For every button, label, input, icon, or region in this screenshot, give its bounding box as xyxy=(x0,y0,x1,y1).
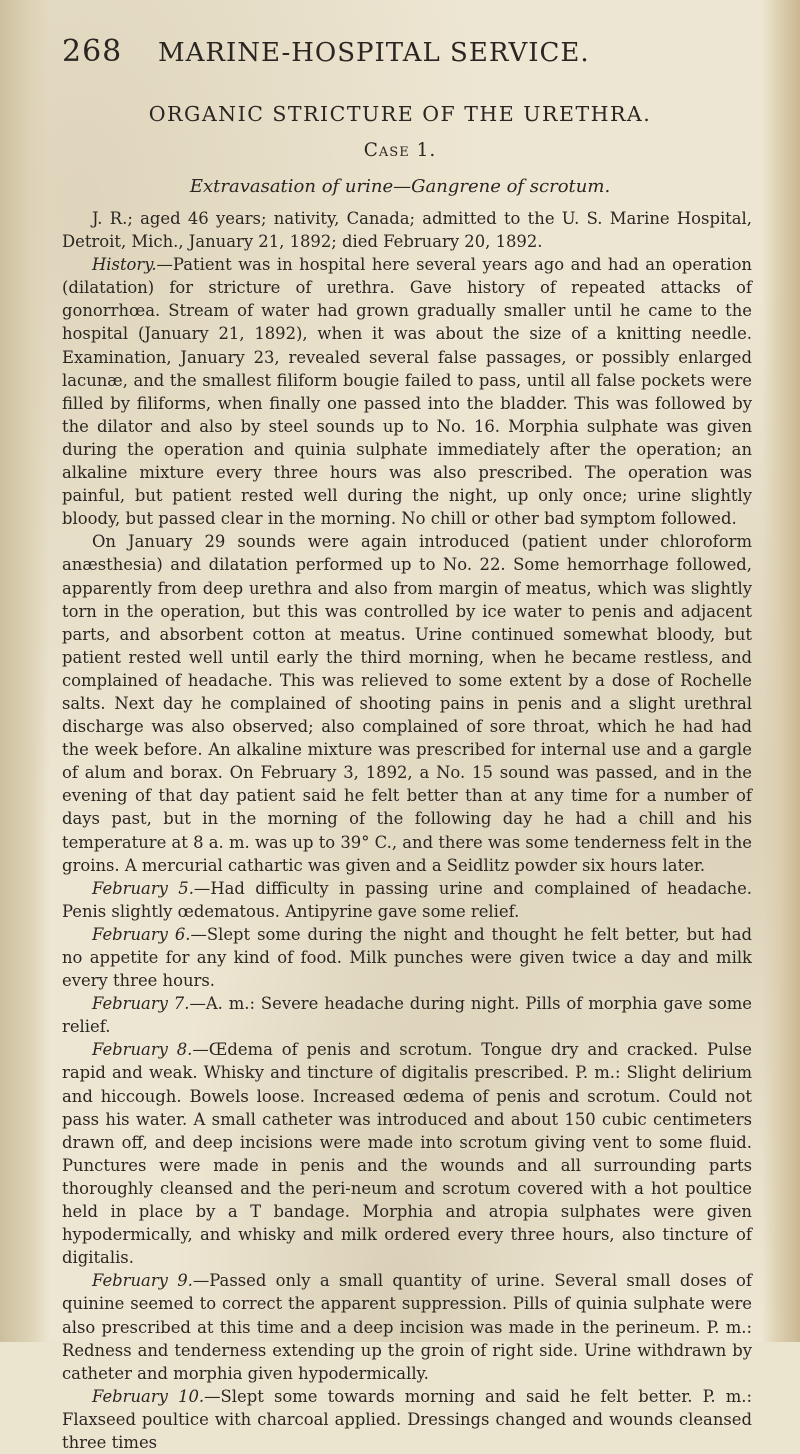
paragraph-lead: February 8. xyxy=(92,1040,193,1060)
paragraph-text: —Patient was in hospital here several years ago and had an operation (dilatation) for stricture of urethra. Gave history of repeated attacks of gonorrhœa. Stream of water had grown gradually smaller until he came to the hospital (January 21, 1892), when it was about the size of a knitting needle. Examination, January 23, revealed several false passages, or possibly enlarged lacunæ, and the smallest filiform bougie failed to pass, until all false pockets were filled by filiforms, when finally one passed into the bladder. This was followed by the dilator and also by steel sounds up to No. 16. Morphia sulphate was given during the operation and quinia sulphate immediately after the operation; an alkaline mixture every three hours was also prescribed. The operation was painful, but patient rested well during the night, up only once; urine slightly bloody, but passed clear in the morning. No chill or other bad symptom followed. xyxy=(62,255,752,529)
page-number: 268 xyxy=(62,34,123,69)
case-subtitle: Extravasation of urine—Gangrene of scrotum. xyxy=(189,176,611,197)
paragraph xyxy=(62,1385,752,1454)
paragraph xyxy=(62,207,752,253)
paragraph-lead: February 6. xyxy=(92,924,191,944)
paragraph-text: —Slept some towards morning and said he felt better. P. m.: Flaxseed poultice with charcoal applied. Dressings changed and wounds cleansed three times xyxy=(62,1386,752,1452)
paragraph xyxy=(62,530,752,876)
page-left-shadow xyxy=(0,0,50,1342)
paragraph-lead: February 9. xyxy=(92,1271,193,1291)
article-title: ORGANIC STRICTURE OF THE URETHRA. xyxy=(148,102,652,126)
paragraph-text: —Slept some during the night and thought he felt better, but had no appetite for any kind of food. Milk punches were given twice a day and milk every three hours. xyxy=(62,924,752,991)
paragraph-text: J. R.; aged 46 years; nativity, Canada; admitted to the U. S. Marine Hospital, Detroit, Mich., January 21, 1892; died February 20, 1892. xyxy=(62,209,752,252)
paragraph-lead: February 5. xyxy=(92,878,194,898)
page-header xyxy=(62,34,742,74)
paragraph-text: —Passed only a small quantity of urine. Several small doses of quinine seemed to correct the apparent suppression. Pills of quinia sulphate were also prescribed at this time and a deep incision was made in the perineum. P. m.: Redness and tenderness extending up the groin of right side. Urine withdrawn by catheter and morphia given hypodermically. xyxy=(62,1271,752,1383)
paragraph xyxy=(62,1269,752,1384)
paragraph xyxy=(62,877,752,923)
running-head: MARINE-HOSPITAL SERVICE. xyxy=(158,38,590,68)
paragraph-lead: February 10. xyxy=(92,1386,205,1406)
paragraph-text: —Had difficulty in passing urine and complained of headache. Penis slightly œdematous. Antipyrine gave some relief. xyxy=(62,878,752,921)
paragraph xyxy=(62,253,752,530)
page-right-shadow xyxy=(762,0,800,1342)
paragraph-lead: History. xyxy=(92,255,157,275)
body-text xyxy=(62,207,752,1454)
paragraph-text: On January 29 sounds were again introduced (patient under chloroform anæsthesia) and dilatation performed up to No. 22. Some hemorrhage followed, apparently from deep urethra and also from margin of meatus, which was slightly torn in the operation, but this was controlled by ice water to penis and adjacent parts, and absorbent cotton at meatus. Urine continued somewhat bloody, but patient rested well until early the third morning, when he became restless, and complained of headache. This was relieved to some extent by a dose of Rochelle salts. Next day he complained of shooting pains in penis and a slight urethral discharge was also observed; also complained of sore throat, which he had had the week before. An alkaline mixture was prescribed for internal use and a gargle of alum and borax. On February 3, 1892, a No. 15 sound was passed, and in the evening of that day patient said he felt better than at any time for a number of days past, but in the morning of the following day he had a chill and his temperature at 8 a. m. was up to 39° C., and there was some tenderness felt in the groins. A mercurial cathartic was given and a Seidlitz powder six hours later. xyxy=(62,532,752,875)
paragraph-lead: February 7. xyxy=(92,994,190,1014)
case-label: Case 1. xyxy=(363,140,437,161)
paragraph xyxy=(62,923,752,992)
paragraph xyxy=(62,1038,752,1269)
paragraph xyxy=(62,992,752,1038)
paragraph-text: —Œdema of penis and scrotum. Tongue dry and cracked. Pulse rapid and weak. Whisky and tincture of digitalis prescribed. P. m.: Slight delirium and hiccough. Bowels loose. Increased œdema of penis and scrotum. Could not pass his water. A small catheter was introduced and about 150 cubic centimeters drawn off, and deep incisions were made into scrotum giving vent to some fluid. Punctures were made in penis and the wounds and all surrounding parts thoroughly cleansed and the peri-neum and scrotum covered with a hot poultice held in place by a T bandage. Morphia and atropia sulphates were given hypodermically, and whisky and milk ordered every three hours, also tincture of digitalis. xyxy=(62,1040,752,1268)
paragraph-text: —A. m.: Severe headache during night. Pills of morphia gave some relief. xyxy=(62,994,752,1037)
